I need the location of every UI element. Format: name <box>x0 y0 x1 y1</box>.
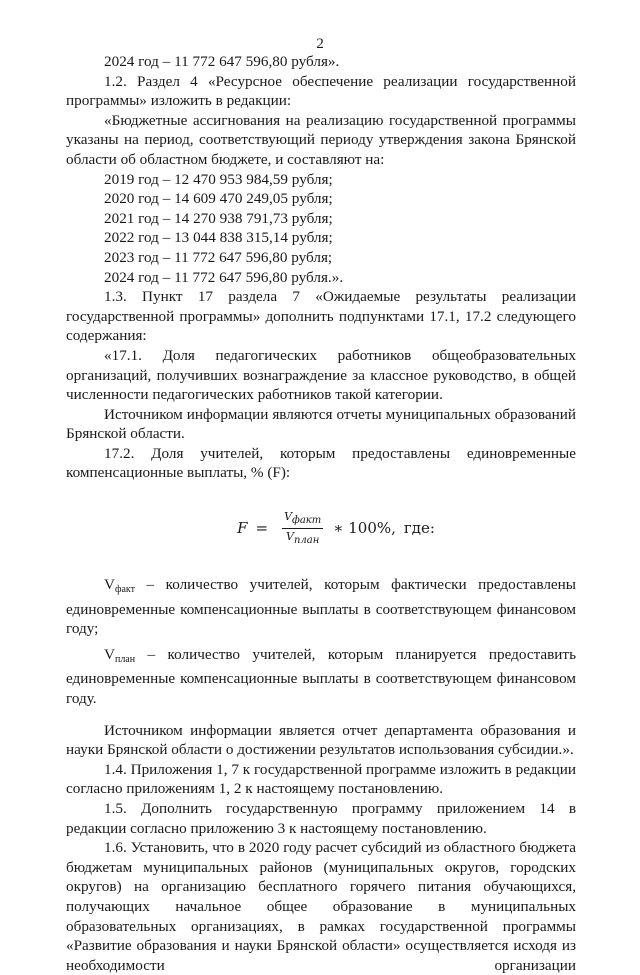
definition-symbol: V <box>104 576 115 594</box>
definition-text: – количество учителей, которым фактически предоставлены единовременные компенсационные выплаты в соответствующем финансовом году; <box>66 576 576 638</box>
definition-paragraph <box>66 645 576 709</box>
paragraph: 1.4. Приложения 1, 7 к государственной программе изложить в редакции согласно приложениям 1, 2 к настоящему постановлению. <box>66 760 576 798</box>
document-body <box>66 52 576 975</box>
paragraph: 1.6. Установить, что в 2020 году расчет субсидий из областного бюджета бюджетам муниципальных районов (муниципальных округов, городских округов) на организацию бесплатного горячего питания обучающихся, получающих начальное общее образование в муниципальных образовательных организациях, в рамках государственной программы «Развитие образования и науки Брянской области» осуществляется исходя из необходимости организации <box>66 839 576 974</box>
definition-text: – количество учителей, которым планируется предоставить единовременные компенсационные выплаты в соответствующем финансовом году. <box>66 645 576 708</box>
paragraph: 1.3. Пункт 17 раздела 7 «Ожидаемые результаты реализации государственной программы» дополнить подпунктами 17.1, 17.2 следующего содержания: <box>66 288 576 345</box>
formula-numerator-sub: факт <box>292 515 322 527</box>
page-number: 2 <box>316 35 324 52</box>
formula-denominator-sub: план <box>293 535 320 547</box>
formula <box>66 483 576 575</box>
formula-numerator: V <box>284 510 293 524</box>
definition-paragraph <box>66 575 576 639</box>
paragraph: 2024 год – 11 772 647 596,80 рубля.». <box>104 268 344 286</box>
definition-symbol-sub: план <box>114 653 136 665</box>
formula-fraction <box>282 510 323 548</box>
paragraph: 2019 год – 12 470 953 984,59 рубля; <box>104 170 333 188</box>
definition-symbol-sub: факт <box>114 584 135 596</box>
paragraphs-after-formula <box>66 721 576 975</box>
paragraph: 1.5. Дополнить государственную программу приложением 14 в редакции согласно приложению 3 к настоящему постановлению. <box>66 800 576 837</box>
paragraph: «Бюджетные ассигнования на реализацию государственной программы указаны на период, соответствующий периоду утверждения закона Брянской области об областном бюджете, и составляют на: <box>66 111 576 168</box>
formula-tail: где: <box>403 519 435 538</box>
formula-denominator: V <box>286 530 294 544</box>
paragraph: 17.2. Доля учителей, которым предоставлены единовременные компенсационные выплаты, % (F): <box>66 444 576 482</box>
formula-equals: = <box>255 519 269 538</box>
paragraph: 1.2. Раздел 4 «Ресурсное обеспечение реализации государственной программы» изложить в редакции: <box>66 72 576 110</box>
paragraph: Источником информации является отчет департамента образования и науки Брянской области о достижении результатов использования субсидии.». <box>66 721 576 759</box>
paragraph: 2020 год – 14 609 470 249,05 рубля; <box>104 190 333 208</box>
paragraph: Источником информации являются отчеты муниципальных образований Брянской области. <box>66 405 576 443</box>
paragraph: 2024 год – 11 772 647 596,80 рубля». <box>104 53 340 70</box>
paragraph: «17.1. Доля педагогических работников общеобразовательных организаций, получивших вознаграждение за классное руководство, в общей численности педагогических работников такой категории. <box>66 346 576 404</box>
formula-lhs: F <box>237 519 248 538</box>
paragraph: 2021 год – 14 270 938 791,73 рубля; <box>104 209 333 227</box>
paragraph: 2023 год – 11 772 647 596,80 рубля; <box>104 248 333 266</box>
definition-symbol: V <box>104 645 115 663</box>
formula-rest: ∗ 100%, <box>333 519 396 538</box>
paragraphs-before-formula <box>66 52 576 483</box>
paragraph: 2022 год – 13 044 838 315,14 рубля; <box>104 229 333 247</box>
variable-definitions <box>66 575 576 709</box>
